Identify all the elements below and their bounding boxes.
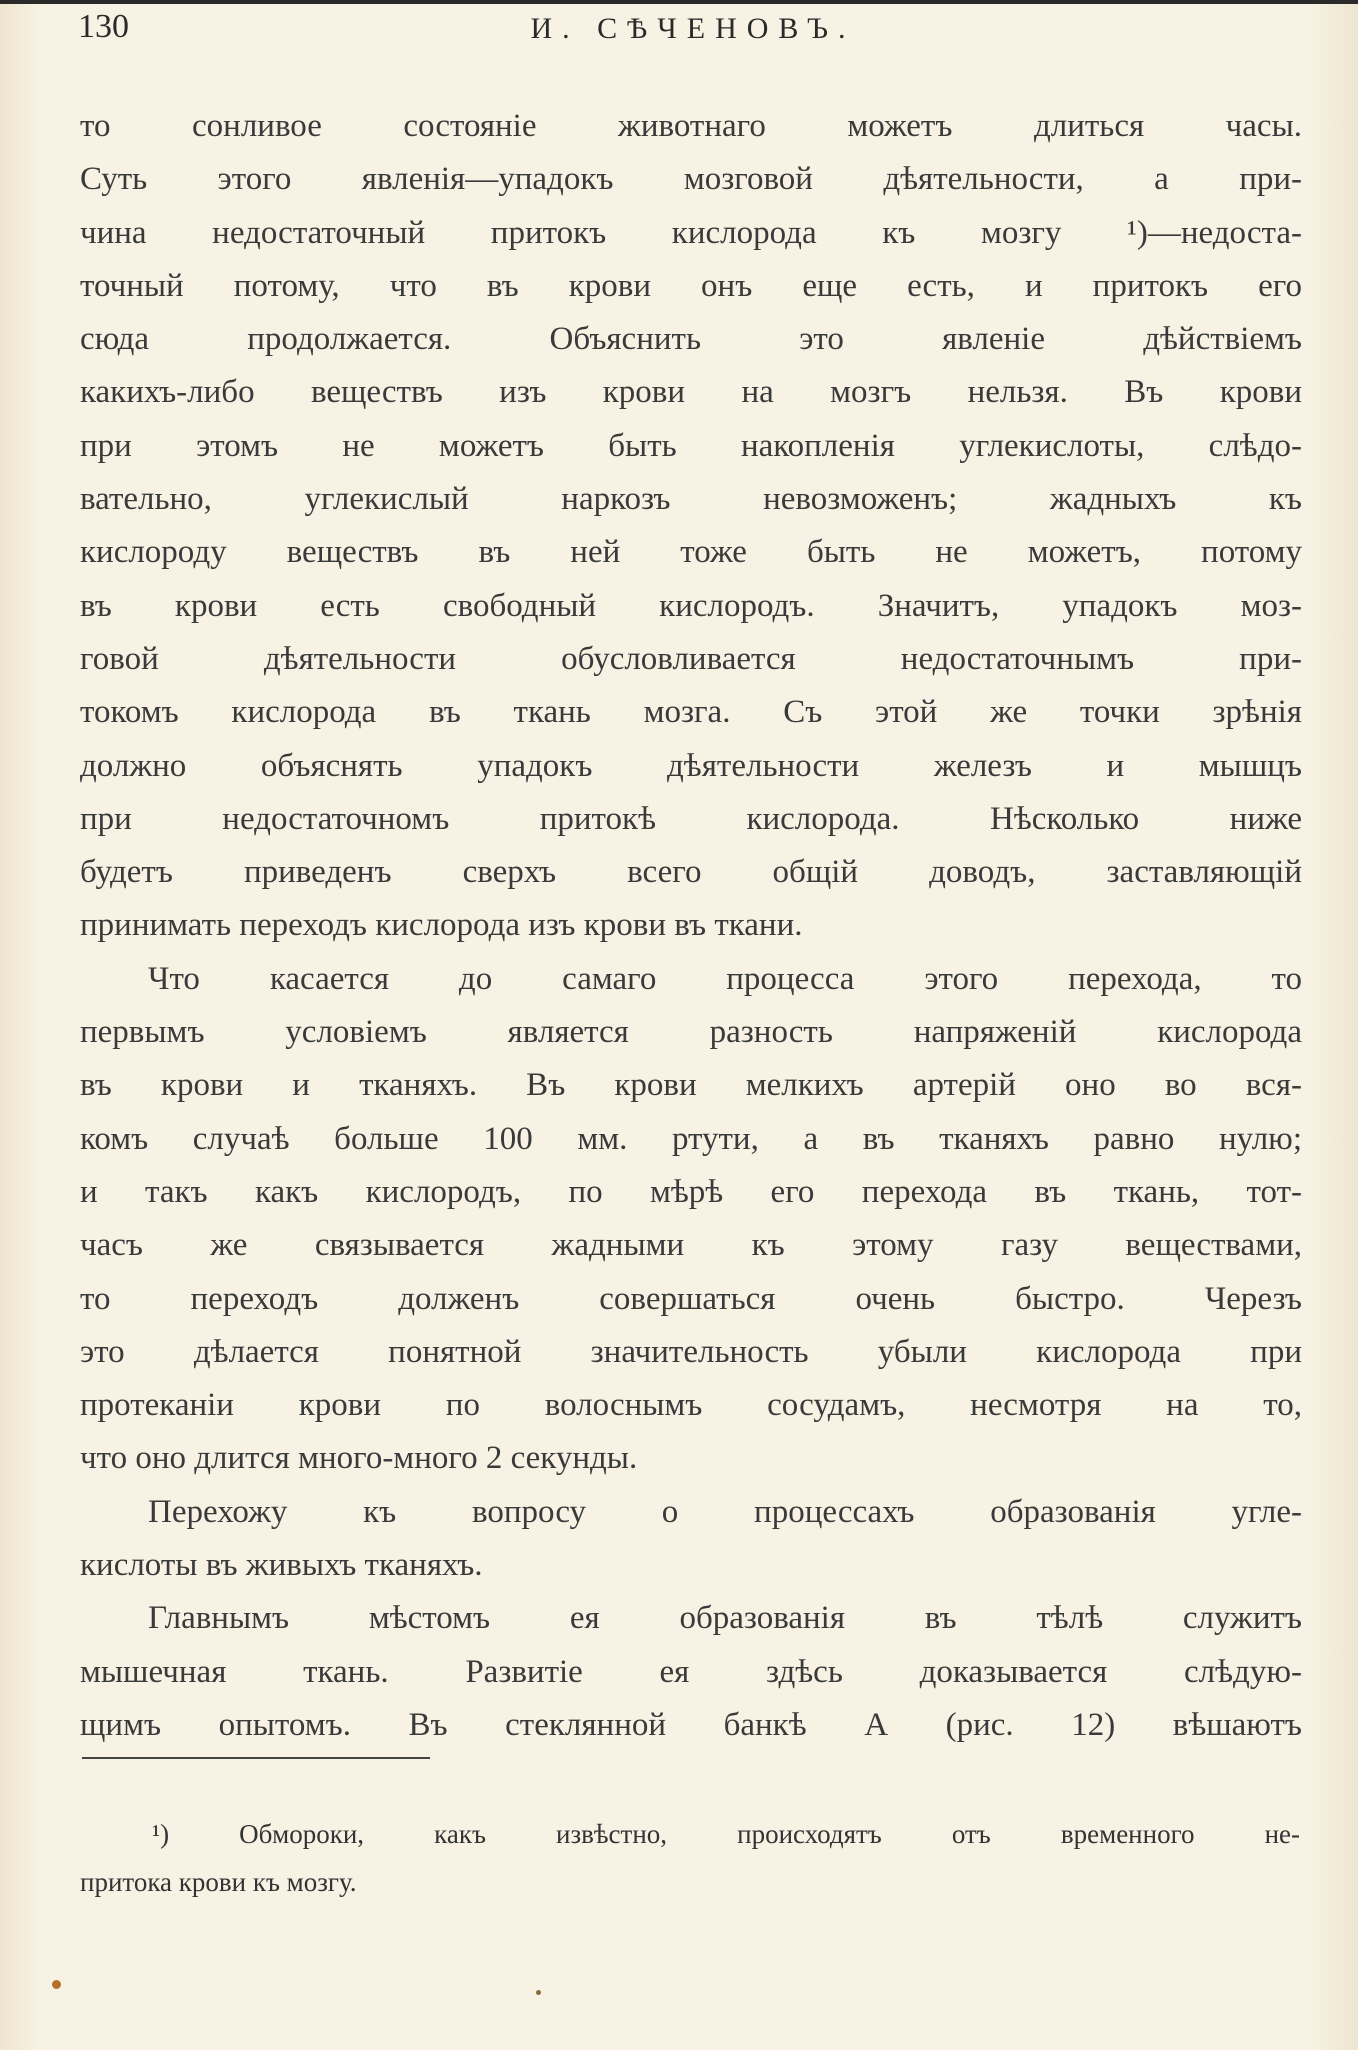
footnote-line: ¹) Обмороки, какъ извѣстно, происходятъ отъ временного не- <box>152 1819 1300 1849</box>
page-number: 130 <box>78 8 129 45</box>
footnote-line: притока крови къ мозгу. <box>80 1867 357 1897</box>
text-line: первымъ условiемъ является разность напряженiй кислорода <box>80 1014 1302 1051</box>
text-line: кислороду веществъ въ ней тоже быть не можетъ, потому <box>80 534 1302 571</box>
text-line: это дѣлается понятной значительность убыли кислорода при <box>80 1333 1302 1370</box>
body-text <box>80 100 1302 1752</box>
page-header <box>78 8 1308 58</box>
text-line: при недостаточномъ притокѣ кислорода. Нѣсколько ниже <box>80 800 1302 837</box>
text-line: будетъ приведенъ сверхъ всего общiй доводъ, заставляющiй <box>80 854 1302 891</box>
text-line: вательно, углекислый наркозъ невозможенъ; жадныхъ къ <box>80 481 1302 518</box>
text-line: должно объяснять упадокъ дѣятельности железъ и мышцъ <box>80 747 1302 784</box>
text-line: токомъ кислорода въ ткань мозга. Съ этой же точки зрѣнiя <box>80 694 1302 731</box>
text-line: Суть этого явленiя—упадокъ мозговой дѣятельности, а при- <box>80 161 1302 198</box>
text-line: принимать переходъ кислорода изъ крови въ ткани. <box>80 907 803 944</box>
text-line: протеканiи крови по волоснымъ сосудамъ, несмотря на то, <box>80 1387 1302 1424</box>
top-border <box>0 0 1358 4</box>
running-head: И. СѢЧЕНОВЪ. <box>530 12 856 45</box>
ink-speck <box>52 1980 61 1989</box>
text-line: какихъ-либо веществъ изъ крови на мозгъ нельзя. Въ крови <box>80 374 1302 411</box>
text-line: то переходъ долженъ совершаться очень быстро. Черезъ <box>80 1280 1302 1317</box>
text-line: въ крови есть свободный кислородъ. Значитъ, упадокъ моз- <box>80 587 1302 624</box>
text-line: мышечная ткань. Развитiе ея здѣсь доказывается слѣдую- <box>80 1653 1302 1690</box>
text-line: чина недостаточный притокъ кислорода къ мозгу ¹)—недоста- <box>80 214 1302 251</box>
footnote-divider <box>82 1757 430 1759</box>
text-line: говой дѣятельности обусловливается недостаточнымъ при- <box>80 640 1302 677</box>
footnote <box>80 1810 1300 1906</box>
text-line: щимъ опытомъ. Въ стеклянной банкѣ А (рис. 12) вѣшаютъ <box>80 1706 1302 1743</box>
text-line: Главнымъ мѣстомъ ея образованiя въ тѣлѣ служитъ <box>148 1600 1302 1637</box>
text-line: то сонливое состоянiе животнаго можетъ длиться часы. <box>80 108 1302 144</box>
text-line: при этомъ не можетъ быть накопленiя углекислоты, слѣдо- <box>80 427 1302 464</box>
text-line: кислоты въ живыхъ тканяхъ. <box>80 1547 483 1584</box>
text-line: и такъ какъ кислородъ, по мѣрѣ его перехода въ ткань, тот- <box>80 1173 1302 1210</box>
text-line: точный потому, что въ крови онъ еще есть, и притокъ его <box>80 267 1302 304</box>
text-line: часъ же связывается жадными къ этому газу веществами, <box>80 1227 1302 1264</box>
text-line: сюда продолжается. Объяснить это явленiе дѣйствiемъ <box>80 321 1302 358</box>
text-line: Что касается до самаго процесса этого перехода, то <box>148 960 1302 997</box>
text-line: въ крови и тканяхъ. Въ крови мелкихъ артерiй оно во вся- <box>80 1067 1302 1104</box>
ink-speck <box>536 1990 541 1995</box>
text-line: Перехожу къ вопросу о процессахъ образованiя угле- <box>148 1493 1302 1530</box>
text-line: что оно длится много-много 2 секунды. <box>80 1440 638 1477</box>
text-line: комъ случаѣ больше 100 мм. ртути, а въ тканяхъ равно нулю; <box>80 1120 1302 1157</box>
